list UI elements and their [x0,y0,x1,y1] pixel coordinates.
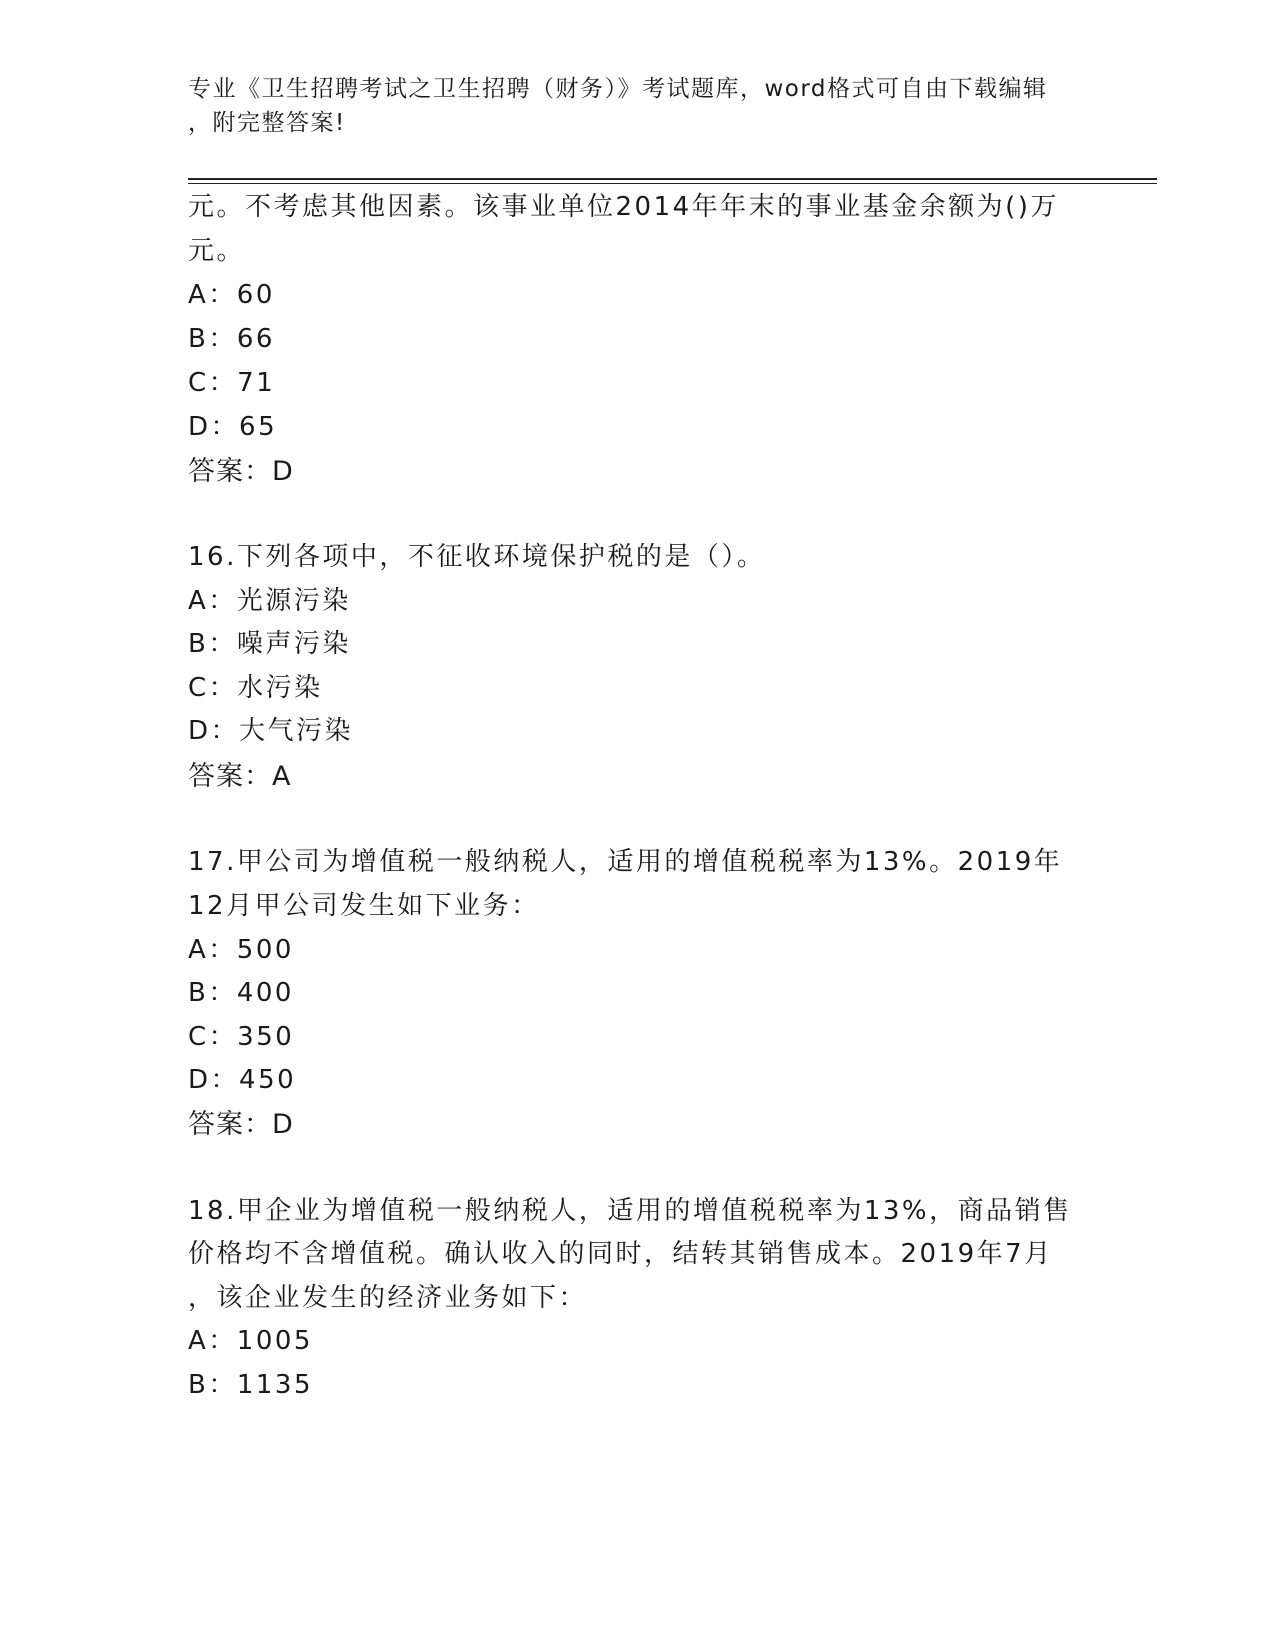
q16-option-d: D：大气污染 [188,716,354,746]
q17-stem-line-1: 17.甲公司为增值税一般纳税人，适用的增值税税率为13%。2019年 [188,847,1063,877]
document-header [188,72,1068,140]
q16-stem-line-1: 16.下列各项中，不征收环境保护税的是（）。 [188,542,766,572]
q15-answer: 答案：D [188,456,294,487]
q15-option-a: A：60 [188,280,275,310]
header-divider-thin [188,183,1157,184]
q15-stem-line-1: 元。不考虑其他因素。该事业单位2014年年末的事业基金余额为()万 [188,192,1059,222]
q15-option-d: D：65 [188,412,278,442]
q17-answer: 答案：D [188,1109,294,1140]
q17-option-c: C：350 [188,1022,295,1052]
q18-stem-line-3: ，该企业发生的经济业务如下： [188,1283,588,1313]
q17-option-a: A：500 [188,935,294,965]
q18-option-b: B：1135 [188,1370,314,1400]
q17-option-d: D：450 [188,1065,297,1095]
q17-stem-line-2: 12月甲公司发生如下业务： [188,891,540,921]
header-divider-thick [188,178,1157,180]
q18-stem-line-1: 18.甲企业为增值税一般纳税人，适用的增值税税率为13%，商品销售 [188,1196,1072,1226]
q17-option-b: B：400 [188,978,294,1008]
q16-option-c: C：水污染 [188,673,323,703]
q16-answer: 答案：A [188,761,292,792]
q16-option-a: A：光源污染 [188,586,351,616]
q15-option-c: C：71 [188,368,276,398]
q16-option-b: B：噪声污染 [188,629,351,659]
header-line-2: ，附完整答案! [188,110,346,136]
header-line-1: 专业《卫生招聘考试之卫生招聘（财务）》考试题库，word格式可自由下载编辑 [188,76,1048,102]
q18-stem-line-2: 价格均不含增值税。确认收入的同时，结转其销售成本。2019年7月 [188,1239,1053,1269]
q15-stem-line-2: 元。 [188,236,246,266]
q15-option-b: B：66 [188,324,275,354]
q18-option-a: A：1005 [188,1326,313,1356]
